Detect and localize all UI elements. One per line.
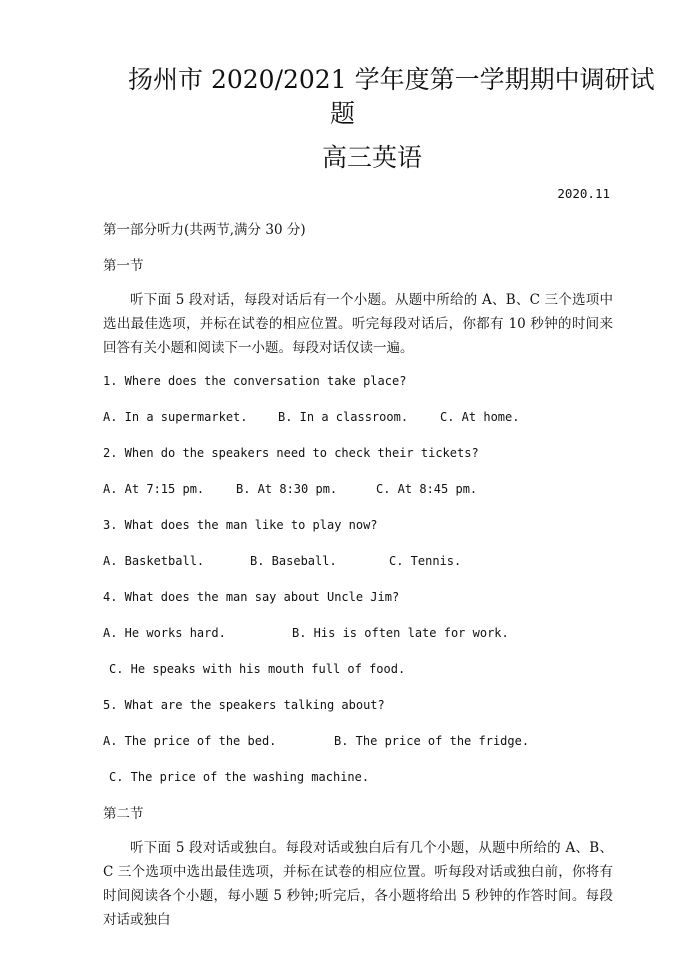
section1-instructions: 听下面 5 段对话，每段对话后有一个小题。从题中所给的 A、B、C 三个选项中选出最佳选项，并标在试卷的相应位置。听完每段对话后，你都有 10 秒钟的时间来回答有关小题和阅读下一小题。每段对话仅读一遍。	[103, 292, 613, 356]
question-3-stem: 3. What does the man like to play now?	[103, 518, 378, 532]
question-1-option-b: B. In a classroom.	[278, 410, 409, 424]
question-2-option-c: C. At 8:45 pm.	[376, 482, 478, 496]
question-4-option-c: C. He speaks with his mouth full of food.	[109, 662, 406, 676]
part1-heading: 第一部分听力(共两节,满分 30 分)	[103, 222, 306, 238]
section2-heading: 第二节	[103, 806, 144, 822]
question-2-option-b: B. At 8:30 pm.	[236, 482, 338, 496]
question-3-option-c: C. Tennis.	[389, 554, 462, 568]
question-1-option-a: A. In a supermarket.	[103, 410, 248, 424]
question-2-stem: 2. When do the speakers need to check their tickets?	[103, 446, 479, 460]
question-4-option-b: B. His is often late for work.	[292, 626, 509, 640]
question-5-stem: 5. What are the speakers talking about?	[103, 698, 385, 712]
question-4-option-a: A. He works hard.	[103, 626, 226, 640]
question-3-option-a: A. Basketball.	[103, 554, 205, 568]
question-1-option-c: C. At home.	[440, 410, 520, 424]
exam-subject: 高三英语	[322, 143, 423, 172]
question-5-option-b: B. The price of the fridge.	[334, 734, 530, 748]
exam-title: 扬州市 2020/2021 学年度第一学期期中调研试	[128, 65, 655, 94]
question-4-stem: 4. What does the man say about Uncle Jim?	[103, 590, 400, 604]
question-1-stem: 1. Where does the conversation take place?	[103, 374, 407, 388]
question-2-option-a: A. At 7:15 pm.	[103, 482, 205, 496]
question-5-option-a: A. The price of the bed.	[103, 734, 277, 748]
exam-title-continued: 题	[330, 99, 356, 128]
section1-heading: 第一节	[103, 258, 144, 274]
question-3-option-b: B. Baseball.	[250, 554, 337, 568]
question-5-option-c: C. The price of the washing machine.	[109, 770, 370, 784]
section2-instructions: 听下面 5 段对话或独白。每段对话或独白后有几个小题，从题中所给的 A、B、C 三个选项中选出最佳选项，并标在试卷的相应位置。听每段对话或独白前，你将有时间阅读各个小题，每小题 5 秒钟;听完后，各小题将给出 5 秒钟的作答时间。每段对话或独白	[103, 840, 613, 928]
exam-date: 2020.11	[557, 186, 610, 201]
